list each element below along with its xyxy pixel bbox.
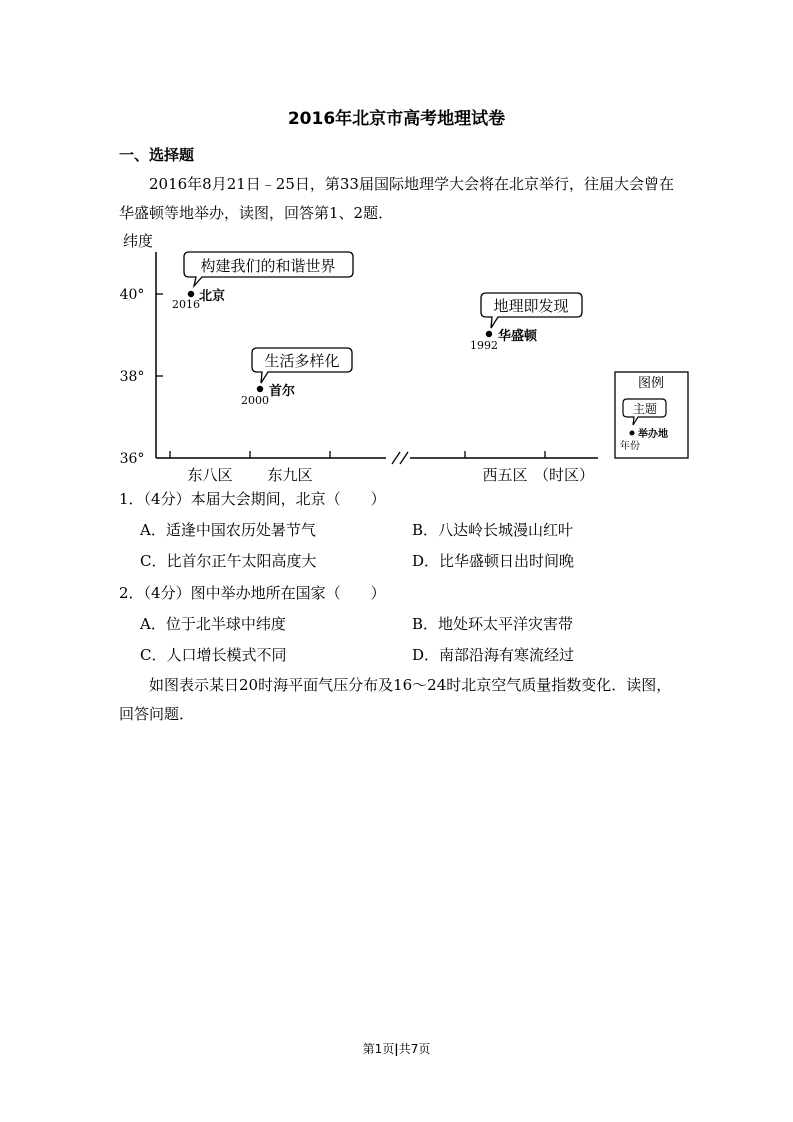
callout-theme: 构建我们的和谐世界 [200,257,336,275]
venue-year: 1992 [470,339,498,352]
question-1-option-b[interactable]: B．八达岭长城漫山红叶 [412,521,574,539]
y-tick-label: 38° [119,369,145,385]
page-footer [0,1040,793,1057]
venue-point [188,291,194,297]
venue-point [486,331,492,337]
intro-paragraph [119,170,679,228]
paper-title: 2016年北京市高考地理试卷 [287,109,506,129]
question-1-option-d[interactable]: D．比华盛顿日出时间晚 [412,552,575,570]
axis-break-mark [400,452,408,464]
outro-paragraph [119,671,679,729]
x-tick-label: 东八区 [187,466,233,484]
x-tick-label: 东九区 [267,466,313,484]
footer-page: 第1页 [362,1042,395,1056]
question-2-stem: 2．（4分）图中举办地所在国家（ ） [119,584,386,602]
intro-text: 2016年8月21日﹣25日，第33届国际地理学大会将在北京举行，往届大会曾在华盛顿等地举办，读图，回答第1、2题． [119,175,674,222]
venue-place: 北京 [199,289,226,304]
x-tick-label: （时区） [533,466,595,484]
legend-year: 年份 [620,441,640,452]
latitude-timezone-figure [110,228,700,490]
venue-year: 2016 [172,298,200,311]
question-1-stem: 1．（4分）本届大会期间，北京（ ） [119,490,386,508]
venue-year: 2000 [241,394,269,407]
legend-theme: 主题 [632,402,658,416]
legend-point [630,431,635,436]
question-2-option-c[interactable]: C．人口增长模式不同 [140,646,287,664]
question-1-option-a[interactable]: A．适逢中国农历处暑节气 [140,521,316,539]
question-2-option-a[interactable]: A．位于北半球中纬度 [140,615,286,633]
question-2-option-d[interactable]: D．南部沿海有寒流经过 [412,646,575,664]
venue-place: 首尔 [269,384,296,399]
y-axis-label: 纬度 [122,232,154,250]
callout-theme: 地理即发现 [493,297,569,315]
venue-point [257,386,263,392]
y-tick-label: 40° [119,287,145,303]
legend-title: 图例 [637,376,665,391]
axis-break-mark [392,452,400,464]
x-tick-label: 西五区 [482,466,528,484]
footer-separator: | [394,1042,399,1056]
y-tick-label: 36° [119,451,145,467]
question-1-option-c[interactable]: C．比首尔正午太阳高度大 [140,552,317,570]
figure-svg [110,228,700,490]
venue-place: 华盛顿 [498,329,538,344]
callout-theme: 生活多样化 [264,352,340,370]
legend-place: 举办地 [638,429,668,440]
question-2-option-b[interactable]: B．地处环太平洋灾害带 [412,615,574,633]
outro-text: 如图表示某日20时海平面气压分布及16～24时北京空气质量指数变化．读图，回答问题． [119,676,672,723]
footer-total: 共7页 [398,1042,431,1056]
section-heading: 一、选择题 [119,146,195,164]
